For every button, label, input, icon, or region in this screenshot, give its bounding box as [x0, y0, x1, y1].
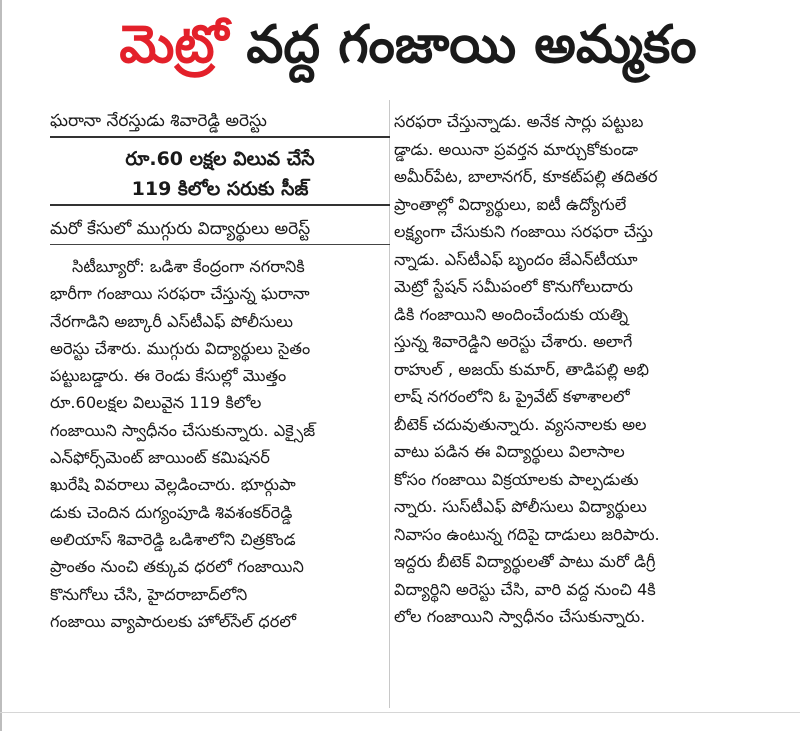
body-line: న్నారు. సుస్‌టీఎఫ్ పోలీసులు విద్యార్థులు — [394, 497, 647, 516]
subhead-second: మరో కేసులో ముగ్గురు విద్యార్థులు అరెస్ట్ — [50, 219, 311, 239]
body-line: లోల గంజాయిని స్వాధీనం చేసుకున్నారు. — [394, 607, 646, 626]
body-line: విద్యార్థిని అరెస్టు చేసి, వారి వద్ద నుంచి 4కి — [394, 579, 656, 599]
body-line: డికి గంజాయిని అందించేందుకు యత్ని — [394, 304, 629, 324]
body-line: పట్టుబడ్డారు. ఈ రెండు కేసుల్లో మొత్తం — [50, 366, 287, 386]
subhead-top: ఘరానా నేరస్తుడు శివారెడ్డి అరెస్టు — [50, 111, 267, 131]
body-line: సిటీబ్యూరో: ఒడిశా కేంద్రంగా నగరానికి — [72, 257, 305, 276]
body-line: లాష్ నగరంలోని ఓ ప్రైవేట్ కళాశాలలో — [394, 387, 630, 406]
body-line: లక్ష్యంగా చేసుకుని గంజాయి సరఫరా చేస్తు — [394, 222, 653, 241]
headline-main: వద్ద గంజాయి అమ్మకం — [246, 15, 697, 75]
headline-accent: మెట్రో — [119, 15, 229, 75]
subhead-box-line-1: రూ.60 లక్షల విలువ చేసే — [125, 148, 315, 170]
body-line: భారీగా గంజాయి సరఫరా చేస్తున్న ఘరానా — [50, 284, 310, 304]
body-line: నివాసం ఉంటున్న గదిపై దాడులు జరిపారు. — [394, 524, 660, 544]
left-column — [50, 108, 390, 708]
body-line: నేరగాడిని అబ్కారీ ఎస్‌టీఎఫ్ పోలీసులు — [50, 311, 294, 331]
body-line: ఎన్‌ఫోర్స్‌మెంట్ జాయింట్ కమిషనర్ — [50, 448, 270, 468]
left-body — [50, 253, 390, 635]
body-line: న్నాడు. ఎస్‌టీఎఫ్ బృందం జేఎన్‌టీయూ — [394, 249, 638, 269]
body-line: రూ.60లక్షల విలువైన 119 కిలోల — [50, 393, 262, 413]
page-edge-bottom — [0, 712, 800, 713]
body-line: డ్డాడు. అయినా ప్రవర్తన మార్చుకోకుండా — [394, 139, 638, 159]
page-edge — [0, 0, 2, 731]
body-line: రాహుల్ , అజయ్ కుమార్, తాడిపల్లి అభి — [394, 359, 649, 379]
body-line: ఖురేషి వివరాలు వెల్లడించారు. భూర్గుపా — [50, 475, 296, 495]
body-line: స్తున్న శివారెడ్డిని అరెస్టు చేశారు. అలాగే — [394, 332, 633, 351]
subhead-rule-top — [50, 136, 390, 138]
subhead-box — [50, 144, 390, 204]
subhead-second-rule — [50, 244, 390, 245]
body-line: అమీర్‌పేట, బాలానగర్, కూకట్‌పల్లి తదితర — [394, 167, 658, 186]
subhead-rule-bottom — [50, 204, 390, 206]
body-line: కోసం గంజాయి విక్రయాలకు పాల్పడుతు — [394, 469, 639, 489]
body-line: ప్రాంతాల్లో విద్యార్థులు, ఐటీ ఉద్యోగులే — [394, 194, 627, 214]
body-line: కొనుగోలు చేసి, హైదరాబాద్‌లోని — [50, 584, 248, 604]
body-line: ప్రాంతం నుంచి తక్కువ ధరలో గంజాయిని — [50, 557, 304, 577]
body-line: ఇద్దరు బీటెక్ విద్యార్థులతో పాటు మరో డిగ్రీ — [394, 552, 656, 571]
body-line: గంజాయిని స్వాధీనం చేసుకున్నారు. ఎక్సైజ్ — [50, 420, 316, 440]
body-line: గంజాయి వ్యాపారులకు హోల్‌సేల్ ధరలో — [50, 611, 296, 631]
headline — [38, 10, 778, 80]
body-line: డుకు చెందిన దుగ్యంపూడి శివశంకర్‌రెడ్డి — [50, 502, 293, 522]
body-line: వాటు పడిన ఈ విద్యార్థులు విలాసాల — [394, 442, 625, 461]
body-line: మెట్రో స్టేషన్ సమీపంలో కొనుగోలుదారు — [394, 277, 633, 296]
subhead-box-line-2: 119 కిలోల సరుకు సీజ్ — [131, 178, 309, 200]
body-line: అలియాస్ శివారెడ్డి ఒడిశాలోని చిత్రకొండ — [50, 529, 296, 549]
right-column — [394, 108, 766, 708]
body-line: బీటెక్ చదువుతున్నారు. వ్యసనాలకు అల — [394, 414, 647, 434]
body-line: అరెస్టు చేశారు. ముగ్గురు విద్యార్థులు సైతం — [50, 338, 311, 358]
body-line: సరఫరా చేస్తున్నాడు. అనేక సార్లు పట్టుబ — [394, 112, 644, 131]
